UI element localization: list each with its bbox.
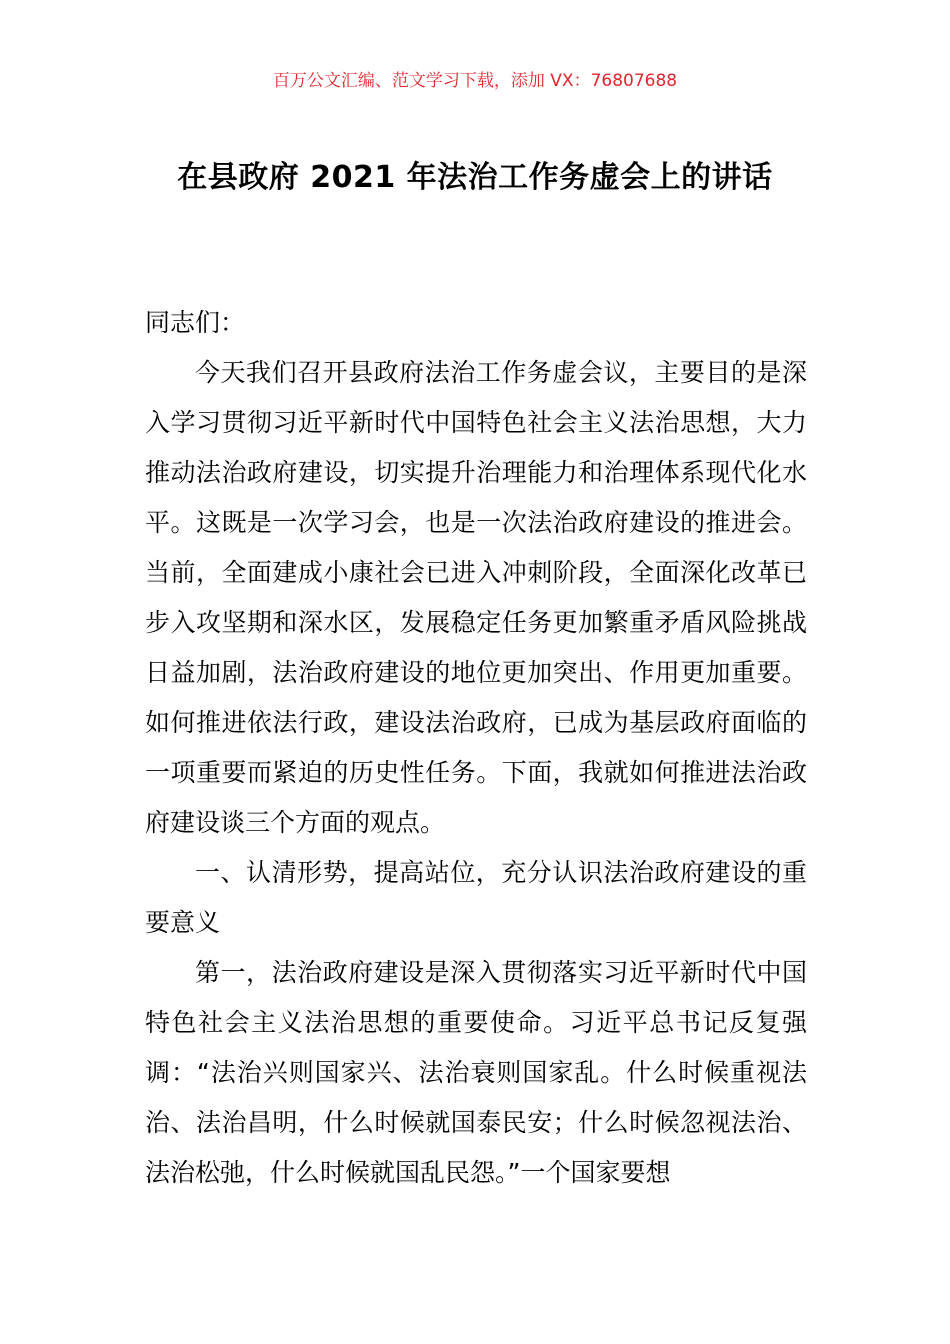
document-title: 在县政府 2021 年法治工作务虚会上的讲话 (177, 160, 773, 195)
paragraph-first-point: 第一，法治政府建设是深入贯彻落实习近平新时代中国特色社会主义法治思想的重要使命。习近平总书记反复强调：“法治兴则国家兴、法治衰则国家乱。什么时候重视法治、法治昌明，什么时候就国泰民安；什么时候忽视法治、法治松弛，什么时候就国乱民怨。”一个国家要想 (145, 958, 807, 1187)
salutation: 同志们： (145, 308, 246, 337)
document-body (145, 298, 807, 1198)
paragraph-intro: 今天我们召开县政府法治工作务虚会议，主要目的是深入学习贯彻习近平新时代中国特色社会主义法治思想，大力推动法治政府建设，切实提升治理能力和治理体系现代化水平。这既是一次学习会，也是一次法治政府建设的推进会。当前，全面建成小康社会已进入冲刺阶段，全面深化改革已步入攻坚期和深水区，发展稳定任务更加繁重矛盾风险挑战日益加剧，法治政府建设的地位更加突出、作用更加重要。如何推进依法行政，建设法治政府，已成为基层政府面临的一项重要而紧迫的历史性任务。下面，我就如何推进法治政府建设谈三个方面的观点。 (145, 358, 807, 837)
section-heading-1: 一、认清形势，提高站位，充分认识法治政府建设的重要意义 (145, 858, 807, 937)
header-watermark-note: 百万公文汇编、范文学习下载，添加 VX：76807688 (272, 71, 678, 91)
